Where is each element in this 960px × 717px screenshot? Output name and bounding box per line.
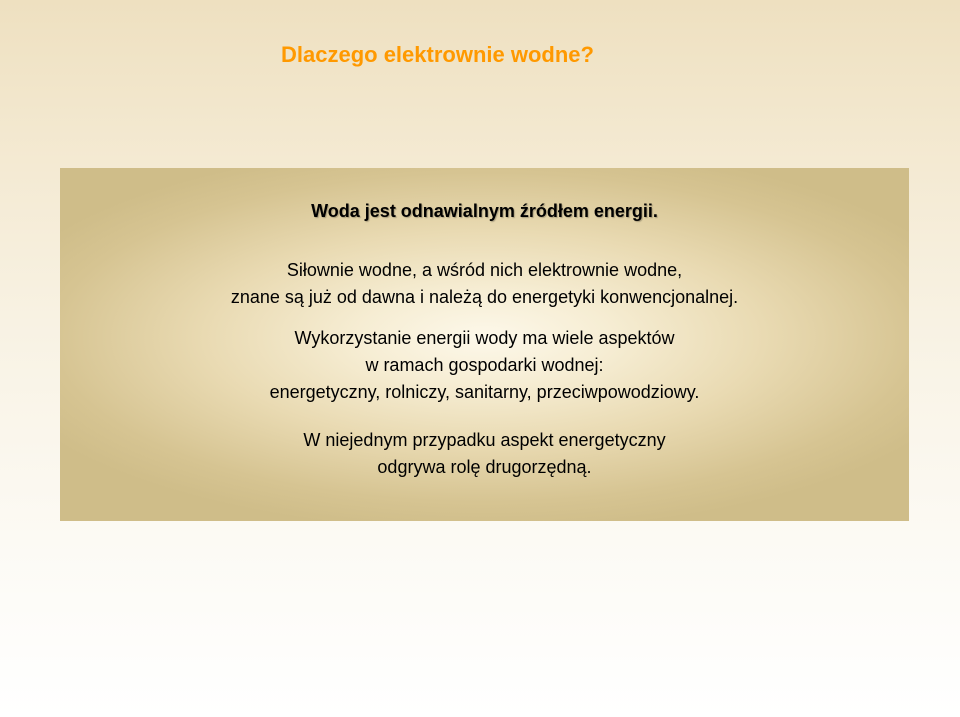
paragraph-2 [60, 325, 909, 406]
paragraph-2-line-1: Wykorzystanie energii wody ma wiele aspektów [294, 328, 675, 348]
paragraph-2-line-3: energetyczny, rolniczy, sanitarny, przeciwpowodziowy. [269, 382, 700, 402]
paragraph-1-line-1: Siłownie wodne, a wśród nich elektrownie wodne, [286, 260, 683, 280]
paragraph-3-line-2: odgrywa rolę drugorzędną. [377, 457, 592, 477]
headline-block [60, 198, 909, 225]
paragraph-3-line-1: W niejednym przypadku aspekt energetyczny [303, 430, 666, 450]
paragraph-2-line-2: w ramach gospodarki wodnej: [365, 355, 604, 375]
paragraph-3 [60, 427, 909, 481]
slide-title: Dlaczego elektrownie wodne? [281, 42, 594, 67]
paragraph-1-line-2: znane są już od dawna i należą do energetyki konwencjonalnej. [230, 287, 739, 307]
headline: Woda jest odnawialnym źródłem energii. [311, 201, 658, 221]
paragraph-1 [60, 257, 909, 311]
content-box [60, 168, 909, 521]
